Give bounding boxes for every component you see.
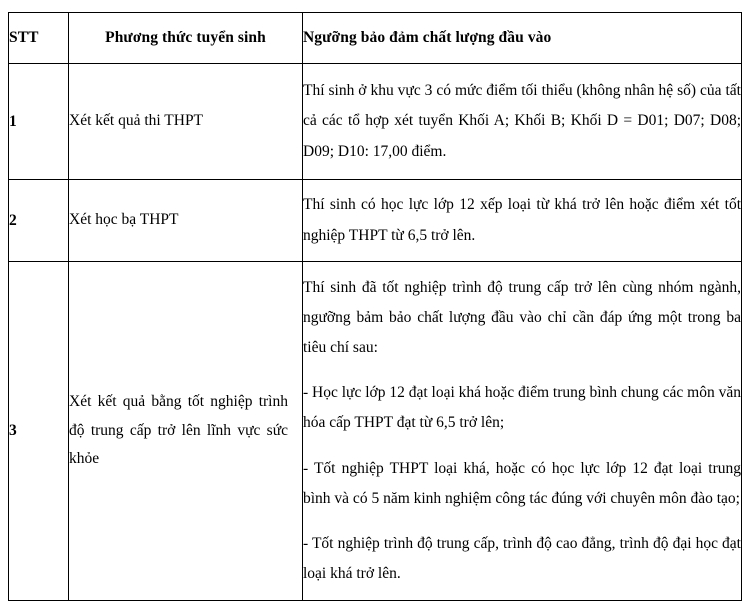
threshold-criterion-2: - Tốt nghiệp THPT loại khá, hoặc có học lực lớp 12 đạt loại trung bình và có 5 năm kinh nghiệm công tác đúng với chuyên môn đào tạo; (303, 459, 741, 507)
column-header-threshold: Ngưỡng bảo đảm chất lượng đầu vào (303, 13, 742, 64)
quality-threshold (303, 262, 742, 601)
admission-method: Xét học bạ THPT (69, 180, 303, 262)
threshold-criterion-3: - Tốt nghiệp trình độ trung cấp, trình độ cao đẳng, trình độ đại học đạt loại khá trở lên. (303, 535, 741, 583)
threshold-paragraph: Thí sinh ở khu vực 3 có mức điểm tối thiểu (không nhân hệ số) của tất cả các tổ hợp xét tuyển Khối A; Khối B; Khối D = D01; D07; D08; D09; D10: 17,00 điểm. (303, 82, 741, 160)
column-header-stt: STT (9, 13, 69, 64)
table-row (9, 64, 742, 180)
threshold-paragraph: Thí sinh đã tốt nghiệp trình độ trung cấp trở lên cùng nhóm ngành, ngưỡng bảm bảo chất lượng đầu vào chỉ cần đáp ứng một trong ba tiêu chí sau: (303, 278, 741, 356)
admission-criteria-table (8, 12, 742, 601)
threshold-criterion-1: - Học lực lớp 12 đạt loại khá hoặc điểm trung bình chung các môn văn hóa cấp THPT đạt từ 6,5 trở lên; (303, 384, 741, 432)
row-number: 3 (9, 262, 69, 601)
column-header-method: Phương thức tuyển sinh (69, 13, 303, 64)
quality-threshold (303, 64, 742, 180)
admission-method: Xét kết quả bằng tốt nghiệp trình độ trung cấp trở lên lĩnh vực sức khỏe (69, 262, 303, 601)
table-header-row (9, 13, 742, 64)
table-row (9, 180, 742, 262)
row-number: 1 (9, 64, 69, 180)
table-row (9, 262, 742, 601)
row-number: 2 (9, 180, 69, 262)
quality-threshold (303, 180, 742, 262)
threshold-paragraph: Thí sinh có học lực lớp 12 xếp loại từ khá trở lên hoặc điểm xét tốt nghiệp THPT từ 6,5 trở lên. (303, 196, 741, 244)
admission-method: Xét kết quả thi THPT (69, 64, 303, 180)
